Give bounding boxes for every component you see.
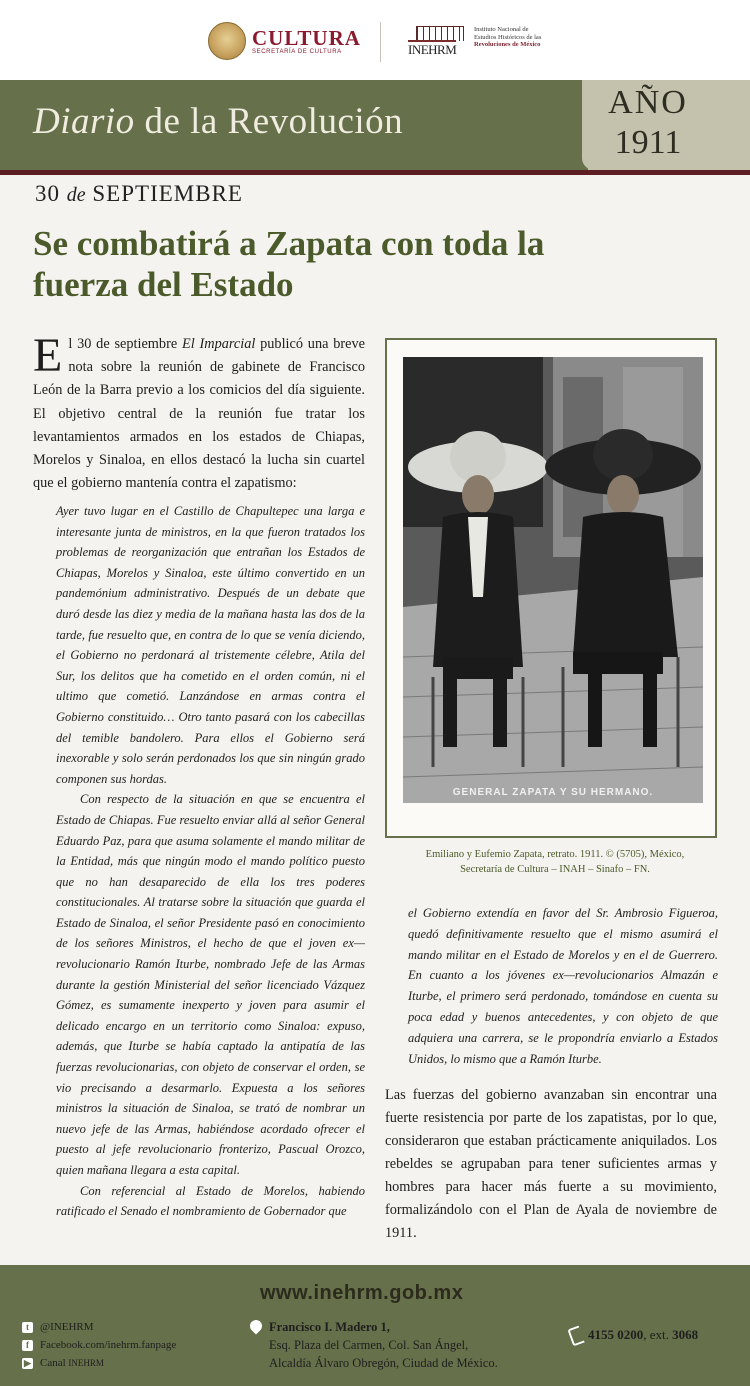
logo-divider xyxy=(380,22,381,62)
twitter-handle: @INEHRM xyxy=(40,1321,94,1333)
year-tab xyxy=(588,80,750,170)
youtube-icon: ▶ xyxy=(22,1358,33,1369)
address-street: Francisco I. Madero 1, xyxy=(269,1320,390,1334)
cultura-logo[interactable] xyxy=(208,22,361,60)
building-icon xyxy=(416,26,464,41)
banner-underline xyxy=(0,170,750,175)
photo-illustration xyxy=(403,357,703,803)
quote-paragraph-2: Con respecto de la situación en que se encuentra el Estado de Chiapas. Fue resuelto enviar allá al señor General Eduardo Paz, para que asuma solamente el mando militar de la Entidad, más que ningún modo el mando político puesto que no han desaparecido de ella los tres poderes constitucionales. Al tratarse sobre la situación que guarda el Estado de Sinaloa, el señor Presidente pasó en conocimiento de los señores Ministros, el hecho de que el joven ex—revolucionario Ramón Iturbe, nombrado Jefe de las Armas durante la gestión Ministerial del señor licenciado Vázquez Gómez, es sumamente inexperto y joven para asumir el delicado encargo en un territorio como Sinaloa: expuso, además, que Iturbe se había captado la antipatía de las fuerzas revolucionarias, con objeto de conservar el orden, se vio precisando a desarmarlo. Expuesta a los señores ministros la situación de Sinaloa, se trató de nombrar un nuevo jefe de las Armas, habiéndose acordado ofrecer el puesto al jefe revolucionario fronterizo, Pascual Orozco, quien mañana llegara a esta capital. xyxy=(56,792,365,1177)
inehrm-name: INEHRM xyxy=(408,42,457,57)
cultura-title: CULTURA xyxy=(252,26,361,50)
youtube-name: INEHRM xyxy=(68,1358,104,1368)
phone-number[interactable] xyxy=(570,1327,698,1345)
intro-part-1: l 30 de septiembre xyxy=(68,336,182,352)
date-day: 30 xyxy=(35,181,60,206)
inehrm-line-2: Estudios Históricos de las xyxy=(474,33,542,41)
social-links xyxy=(22,1318,176,1372)
quote-left xyxy=(56,501,365,1222)
date-de: de xyxy=(66,184,86,206)
inehrm-line-1: Instituto Nacional de xyxy=(474,26,529,33)
newspaper-name: El Imparcial xyxy=(181,336,256,352)
publication-title xyxy=(33,100,403,143)
photo-caption xyxy=(400,847,710,877)
photo-inscription: GENERAL ZAPATA Y SU HERMANO. xyxy=(452,787,654,798)
youtube-label: Canal xyxy=(40,1357,66,1369)
caption-line-2: Secretaría de Cultura – INAH – Sinafo – FN. xyxy=(460,864,650,875)
phone-ext-label: , ext. xyxy=(643,1327,669,1342)
phone-icon xyxy=(567,1326,584,1347)
phone-main: 4155 0200 xyxy=(588,1327,644,1342)
article-date xyxy=(35,181,243,207)
facebook-url: Facebook.com/inehrm.fanpage xyxy=(40,1339,177,1351)
quote-right: el Gobierno extendía en favor del Sr. Ambrosio Figueroa, quedó definitivamente resuelto que el mismo asumirá el mando militar en el Estado de Morelos y en el de Guerrero. En cuanto a los jóvenes ex—revolucionarios Almazán e Iturbe, el primero será perdonado, tomándose en cuenta su poca edad y buenos antecedentes, y con objeto de que adquiera una carrera, se le propondría enviarlo a Estados Unidos, lo mismo que a Ramón Iturbe. xyxy=(408,906,718,1066)
closing-paragraph: Las fuerzas del gobierno avanzaban sin encontrar una fuerte resistencia por parte de los zapatistas, por lo que, consideraron que estaban prácticamente aniquilados. Los rebeldes se agrupaban para tener suficientes armas y hombres para hacer más fuerte a su movimiento, formalizándolo con el Plan de Ayala de noviembre de 1911. xyxy=(385,1087,717,1241)
inehrm-line-3: Revoluciones de México xyxy=(474,41,541,48)
zapata-photo[interactable] xyxy=(403,357,703,803)
cultura-subtitle: SECRETARÍA DE CULTURA xyxy=(252,49,342,55)
website-link[interactable]: www.inehrm.gob.mx xyxy=(260,1282,464,1304)
facebook-icon: f xyxy=(22,1340,33,1351)
title-italic: Diario xyxy=(33,101,135,142)
facebook-link[interactable] xyxy=(22,1336,176,1354)
twitter-link[interactable] xyxy=(22,1318,176,1336)
inehrm-logo[interactable] xyxy=(408,26,541,56)
top-header xyxy=(0,0,750,80)
date-month: SEPTIEMBRE xyxy=(92,181,243,206)
address-line-3: Alcaldía Álvaro Obregón, Ciudad de México. xyxy=(269,1356,498,1370)
quote-paragraph-3: Con referencial al Estado de Morelos, habiendo ratificado el Senado el nombramiento de Gobernador que xyxy=(56,1183,365,1219)
address xyxy=(250,1318,498,1372)
quote-paragraph-1: Ayer tuvo lugar en el Castillo de Chapultepec una larga e interesante junta de ministros, en la que fueron tratados los problemas de reorganización que entrañan los Estados de Chiapas, Morelos y Sinaloa, este último convertido en un pandemónium administrativo. Después de un debate que duró desde las diez y media de la mañana hasta las dos de la tarde, fue resuelto que, en contra de lo que se venía diciendo, el Gobierno no perdonará al tristemente célebre, Atila del Sur, los delitos que ha cometido en el orden común, ni el ultimo que cometió. Lanzándose en armas contra el Gobierno constituido… Otro tanto pasará con los cabecillas del temible bandolero. Para ellos el Gobierno será inexorable y solo serán perdonados los que sin ningún grado componen sus hordas. xyxy=(56,504,365,786)
title-rest: de la Revolución xyxy=(144,101,404,142)
location-pin-icon xyxy=(248,1318,265,1335)
address-line-2: Esq. Plaza del Carmen, Col. San Ángel, xyxy=(269,1338,469,1352)
year-label: AÑO xyxy=(608,84,688,121)
year-value: 1911 xyxy=(614,124,682,161)
caption-line-1: Emiliano y Eufemio Zapata, retrato. 1911. © (5705), México, xyxy=(425,849,685,860)
phone-ext: 3068 xyxy=(672,1327,699,1342)
intro-paragraph xyxy=(33,329,365,495)
intro-part-2: publicó una breve nota sobre la reunión de gabinete de Francisco León de la Barra previo a los comicios del día siguiente. El objetivo central de la reunión fue tratar los levantamientos armados en los estados de Chiapas, Morelos y Sinaloa, en ellos destacó la lucha sin cuartel que el gobierno mantenía contra el zapatismo: xyxy=(33,336,365,492)
twitter-icon: t xyxy=(22,1322,33,1333)
headline: Se combatirá a Zapata con toda la fuerza del Estado xyxy=(33,224,545,304)
dropcap: E xyxy=(33,329,63,382)
youtube-link[interactable] xyxy=(22,1354,176,1372)
eagle-seal-icon xyxy=(208,22,246,60)
